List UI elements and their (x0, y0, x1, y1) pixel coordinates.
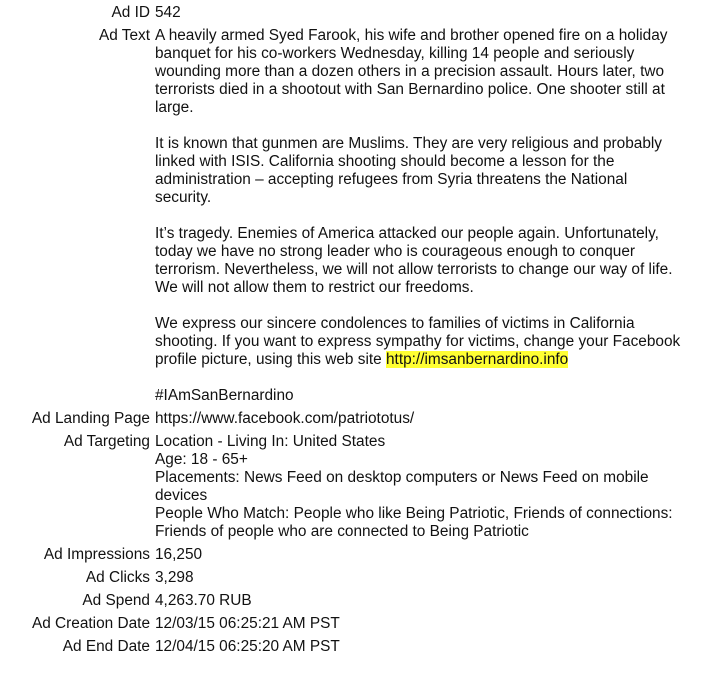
targeting-label: Ad Targeting (63, 433, 150, 450)
end-date-label: Ad End Date (62, 638, 150, 655)
row-impressions (0, 546, 704, 564)
ad-text-paragraph-1: A heavily armed Syed Farook, his wife and brother opened fire on a holiday banquet for his co-workers Wednesday, killing 14 people and seriously wounding more than a dozen others in a precision assault. Hours later, two terrorists died in a shootout with San Bernardino police. One shooter still at large. (155, 27, 668, 116)
clicks-label: Ad Clicks (85, 569, 150, 586)
ad-record (0, 4, 704, 661)
targeting-people: People Who Match: People who like Being Patriotic, Friends of connections: Friends of people who are connected to Being Patriotic (155, 505, 673, 540)
row-targeting (0, 433, 704, 541)
targeting-value (155, 433, 685, 541)
highlighted-link[interactable]: http://imsanbernardino.info (385, 351, 569, 368)
targeting-placements: Placements: News Feed on desktop computers or News Feed on mobile devices (155, 469, 649, 504)
spend-label: Ad Spend (82, 592, 150, 609)
row-spend (0, 592, 704, 610)
row-ad-id (0, 4, 704, 22)
end-date-value: 12/04/15 06:25:20 AM PST (155, 638, 340, 655)
row-ad-text (0, 27, 704, 405)
ad-text-paragraph-4-text: We express our sincere condolences to families of victims in California shooting. If you want to express sympathy for victims, change your Facebook profile picture, using this web site (155, 315, 681, 368)
ad-id-value: 542 (155, 4, 181, 21)
hashtag: #IAmSanBernardino (155, 387, 294, 404)
impressions-label: Ad Impressions (43, 546, 150, 563)
row-landing-page (0, 410, 704, 428)
targeting-location: Location - Living In: United States (155, 433, 386, 450)
ad-id-label: Ad ID (111, 4, 150, 21)
ad-text-paragraph-4 (155, 315, 685, 369)
landing-page-label: Ad Landing Page (31, 410, 150, 427)
ad-text-paragraph-3: It’s tragedy. Enemies of America attacked our people again. Unfortunately, today we have no strong leader who is courageous enough to conquer terrorism. Nevertheless, we will not allow terrorists to change our way of life. We will not allow them to restrict our freedoms. (155, 225, 673, 296)
landing-page-value[interactable]: https://www.facebook.com/patriototus/ (155, 410, 415, 427)
row-end-date (0, 638, 704, 656)
ad-text-value (155, 27, 685, 405)
ad-text-paragraph-2: It is known that gunmen are Muslims. They are very religious and probably linked with ISIS. California shooting should become a lesson for the administration – accepting refugees from Syria threatens the National security. (155, 135, 662, 206)
clicks-value: 3,298 (155, 569, 194, 586)
creation-date-label: Ad Creation Date (31, 615, 150, 632)
creation-date-value: 12/03/15 06:25:21 AM PST (155, 615, 340, 632)
impressions-value: 16,250 (155, 546, 203, 563)
row-creation-date (0, 615, 704, 633)
ad-text-label: Ad Text (98, 27, 150, 44)
row-clicks (0, 569, 704, 587)
targeting-age: Age: 18 - 65+ (155, 451, 248, 468)
spend-value: 4,263.70 RUB (155, 592, 252, 609)
